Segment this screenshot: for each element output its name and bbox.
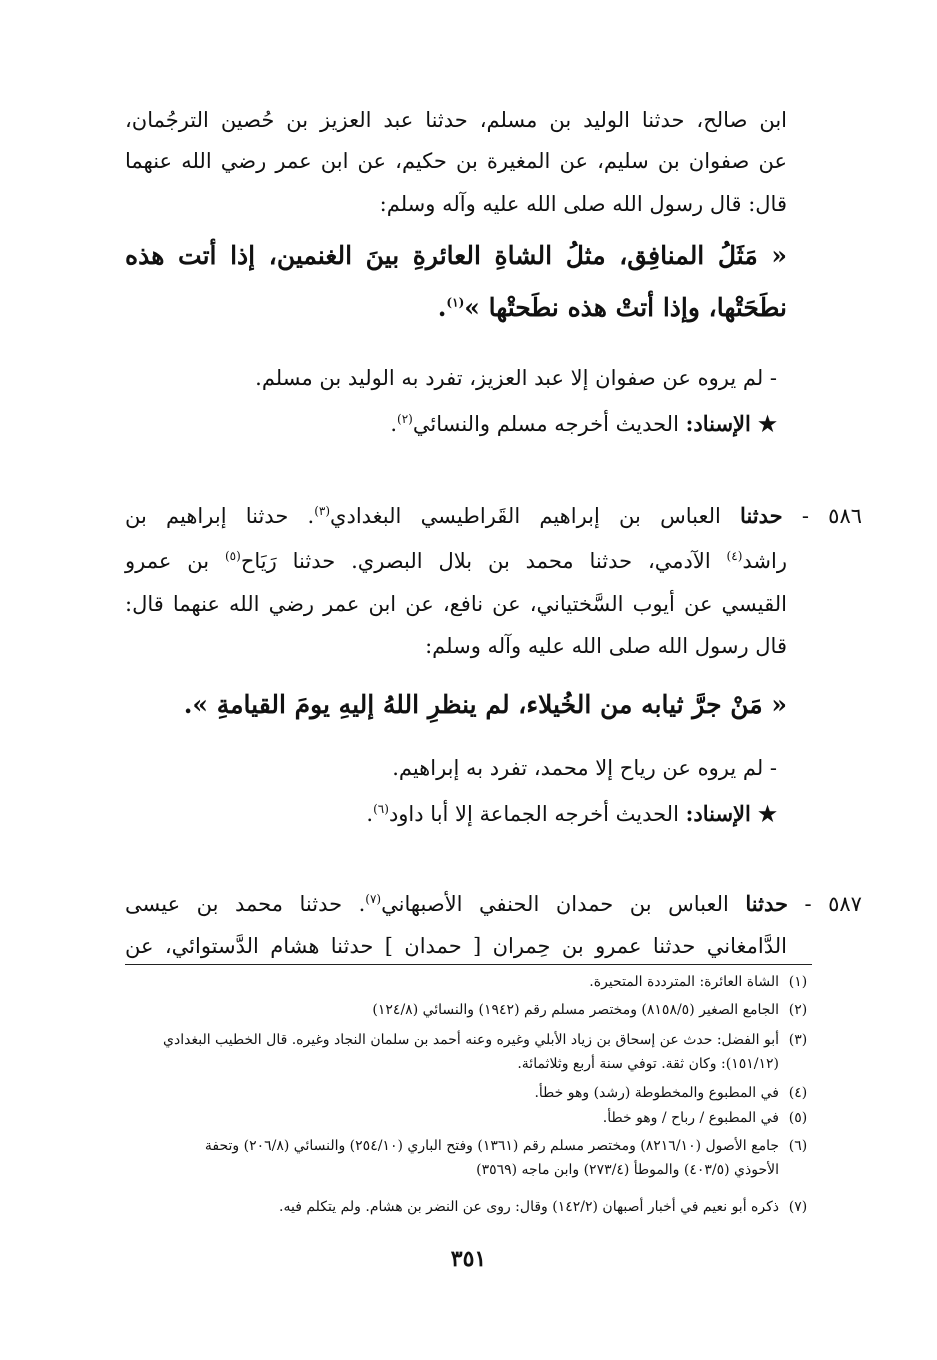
isnad-label: الإسناد: <box>685 411 751 436</box>
footnote-ref[interactable]: (٧) <box>365 892 382 906</box>
entry-number: ٥٨٧ - <box>804 892 862 916</box>
footnote-ref[interactable]: (٣) <box>314 504 331 518</box>
hadith-text: « مَثَلُ المنافِق، مثلُ الشاةِ العائرةِ بينَ الغنمين، إذا أتت هذه <box>125 241 787 270</box>
text-line: ابن صالح، حدثنا الوليد بن مسلم، حدثنا عبد العزيز بن حُصين الترجُمان، <box>125 108 787 132</box>
footnote-continuation: الأحوذي (٤٠٣/٥) والموطأ (٢٧٣/٤) وابن ماجه (٣٥٦٩) <box>476 1162 779 1178</box>
isnad-line: ★ الإسناد: الحديث أخرجه الجماعة إلا أبا داود$^{(٦)}$. <box>366 801 777 826</box>
footnote-divider <box>125 964 812 965</box>
page-number: ٣٥١ <box>450 1246 487 1272</box>
footnote: (٣) أبو الفضل: حدث عن إسحاق بن زياد الأبلي وغيره وعنه أحمد بن سلمان النجاد وغيره. قال الخطيب البغدادي <box>163 1032 808 1048</box>
footnote-ref[interactable]: (٢) <box>397 412 413 426</box>
footnote: (١) الشاة العائرة: المترددة المتحيرة. <box>589 974 808 990</box>
footnote: (٥) في المطبوع / رباح / وهو خطأ. <box>602 1110 808 1126</box>
star-icon: ★ <box>750 801 777 826</box>
text-line: قال: قال رسول الله صلى الله عليه وآله وسلم: <box>379 192 787 216</box>
isnad-line: ★ الإسناد: الحديث أخرجه مسلم والنسائي$^{(٢)}$. <box>390 411 777 436</box>
text-line: عن صفوان بن سليم، عن المغيرة بن حكيم، عن ابن عمر رضي الله عنهما <box>125 149 787 173</box>
footnote-ref[interactable]: (١) <box>446 295 465 310</box>
footnote: (٦) جامع الأصول (٨٢١٦/١٠) ومختصر مسلم رقم (١٣٦١) وفتح الباري (٢٥٤/١٠) والنسائي (٢٠٦/٨) وتحفة <box>204 1138 808 1154</box>
footnote: (٢) الجامع الصغير (٨١٥٨/٥) ومختصر مسلم رقم (١٩٤٢) والنسائي (١٢٤/٨) <box>372 1002 808 1018</box>
footnote: (٧) ذكره أبو نعيم في أخبار أصبهان (١٤٢/٢) وقال: روى عن النضر بن هشام. ولم يتكلم فيه. <box>279 1199 808 1215</box>
footnote: (٤) في المطبوع والمخطوطة (رشد) وهو خطأ. <box>534 1085 808 1101</box>
footnote-continuation: (١٥١/١٢): وكان ثقة. توفي سنة أربع وثلاثمائة. <box>517 1056 779 1072</box>
isnad-label: الإسناد: <box>685 801 751 826</box>
narration-note: - لم يروه عن رياح إلا محمد، تفرد به إبراهيم. <box>392 756 777 780</box>
narration-note: - لم يروه عن صفوان إلا عبد العزيز، تفرد به الوليد بن مسلم. <box>255 366 777 390</box>
text-line: الدَّامغاني حدثنا عمرو بن حِمران [ حمدان ] حدثنا هشام الدَّستوائي، عن <box>125 934 787 958</box>
entry-heading: ٥٨٧ - حدثنا العباس بن حمدان الحنفي الأصبهاني$^{(٧)}$. حدثنا محمد بن عيسى <box>125 891 862 916</box>
footnote-ref[interactable]: (٦) <box>373 802 389 816</box>
footnote-ref[interactable]: (٤) <box>726 549 743 563</box>
entry-heading: ٥٨٦ - حدثنا العباس بن إبراهيم القَراطيسي البغدادي$^{(٣)}$. حدثنا إبراهيم بن <box>125 503 863 528</box>
hadith-text: نطَحَتْها، وإذا أتتْ هذه نطَحتْها »$^{(١)}$. <box>437 293 787 322</box>
entry-number: ٥٨٦ - <box>801 504 863 528</box>
text-line: قال رسول الله صلى الله عليه وآله وسلم: <box>425 634 787 658</box>
text-line: راشد$^{(٤)}$ الآدمي، حدثنا محمد بن بلال البصري. حدثنا رَيَاح$^{(٥)}$ بن عمرو <box>125 549 787 573</box>
footnote-ref[interactable]: (٥) <box>224 549 241 563</box>
star-icon: ★ <box>750 411 777 436</box>
text-line: القيسي عن أيوب السَّختياني، عن نافع، عن ابن عمر رضي الله عنهما قال: <box>125 592 787 616</box>
hadith-text: « مَنْ جرَّ ثيابه من الخُيلاء، لم ينظرِ اللهُ إليهِ يومَ القيامةِ ». <box>183 690 787 719</box>
